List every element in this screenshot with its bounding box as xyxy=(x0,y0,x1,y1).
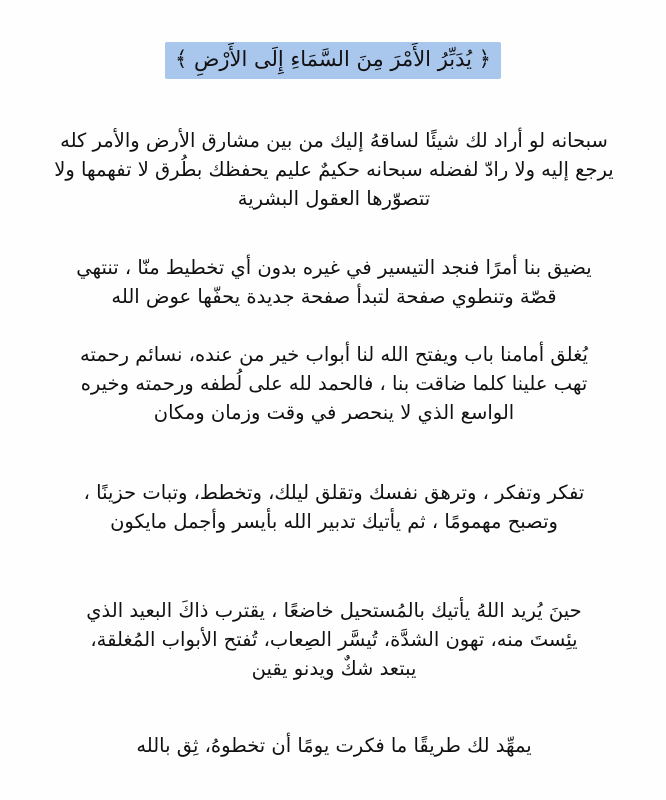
paragraph-6 xyxy=(24,731,644,760)
title-container xyxy=(0,42,666,79)
text-line: حينَ يُريد اللهُ يأتيك بالمُستحيل خاضعًا ، يقترب ذاكَ البعيد الذي xyxy=(86,599,582,622)
text-line: وتصبح مهمومًا ، ثم يأتيك تدبير الله بأيسر وأجمل مايكون xyxy=(110,510,558,533)
text-line: يرجع إليه ولا رادّ لفضله سبحانه حكيمٌ عليم يحفظك بطُرق لا تفهمها ولا xyxy=(54,158,614,181)
paragraph-1 xyxy=(24,126,644,213)
verse-title: ﴿ يُدَبِّرُ الأَمْرَ مِنَ السَّمَاءِ إِلَى الأَرْضِ ﴾ xyxy=(165,42,501,79)
text-line: يمهِّد لك طريقًا ما فكرت يومًا أن تخطوهُ، ثِق بالله xyxy=(136,734,532,757)
paragraph-5 xyxy=(24,596,644,683)
paragraph-4 xyxy=(24,478,644,536)
paragraph-3 xyxy=(24,340,644,427)
text-line: الواسع الذي لا ينحصر في وقت وزمان ومكان xyxy=(153,401,515,424)
text-line: تفكر وتفكر ، وترهق نفسك وتقلق ليلك، وتخطط، وتبات حزينًا ، xyxy=(83,481,585,504)
text-line: تهب علينا كلما ضاقت بنا ، فالحمد لله على لُطفه ورحمته وخيره xyxy=(80,372,588,395)
text-line: يئِستَ منه، تهون الشدَّة، تُيسَّر الصِعاب، تُفتح الأبواب المُغلقة، xyxy=(90,628,578,651)
text-line: تتصوّرها العقول البشرية xyxy=(237,187,431,210)
text-line: قصّة وتنطوي صفحة لتبدأ صفحة جديدة يحفّها عوض الله xyxy=(111,285,557,308)
text-line: يضيق بنا أمرًا فنجد التيسير في غيره بدون أي تخطيط منّا ، تنتهي xyxy=(76,256,592,279)
text-line: يُغلق أمامنا باب ويفتح الله لنا أبواب خير من عنده، نسائم رحمته xyxy=(80,343,588,366)
text-line: يبتعد شكٌ ويدنو يقين xyxy=(251,657,417,680)
paragraph-2 xyxy=(24,253,644,311)
text-line: سبحانه لو أراد لك شيئًا لساقهُ إليك من بين مشارق الأرض والأمر كله xyxy=(60,129,608,152)
